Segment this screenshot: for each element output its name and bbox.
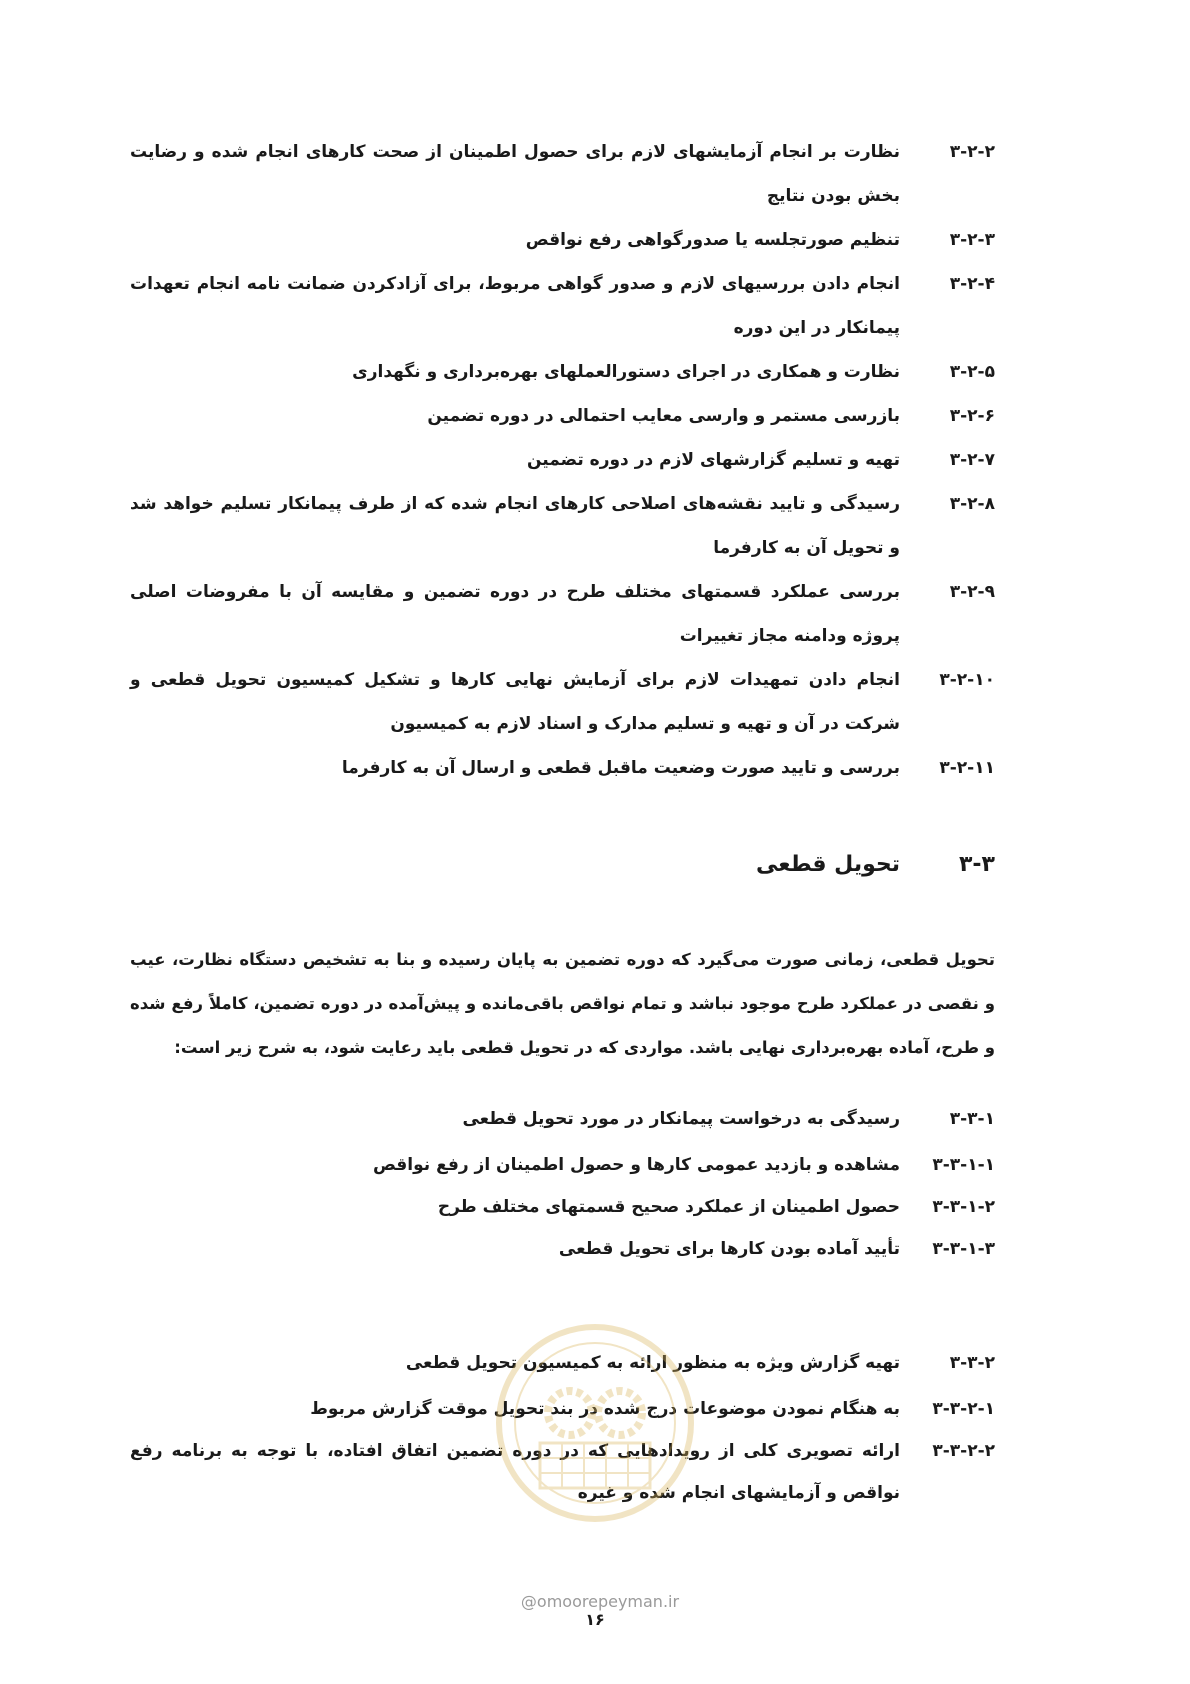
item-number: ۳-۲-۶ <box>949 406 995 426</box>
item-text: تهیه گزارش ویژه به منظور ارائه به کمیسیون تحویل قطعی <box>405 1353 900 1373</box>
item-number: ۳-۲-۵ <box>949 362 995 382</box>
list-item <box>130 218 995 262</box>
item-number: ۳-۲-۱۱ <box>939 758 995 778</box>
item-text: انجام دادن بررسیهای لازم و صدور گواهی مربوط، برای آزادکردن ضمانت نامه انجام تعهدات پیمانکار در این دوره <box>130 274 900 338</box>
list-item <box>130 1144 995 1186</box>
item-number: ۳-۲-۳ <box>949 230 995 250</box>
item-text: بررسی و تایید صورت وضعیت ماقبل قطعی و ارسال آن به کارفرما <box>341 758 900 778</box>
list-item <box>130 746 995 790</box>
list-item <box>130 570 995 658</box>
item-text: نظارت و همکاری در اجرای دستورالعملهای بهره‌برداری و نگهداری <box>352 362 900 382</box>
list-item <box>130 482 995 570</box>
item-text: ارائه تصویری کلی از رویدادهایی که در دوره تضمین اتفاق افتاده، با توجه به برنامه رفع نواقص و آزمایشهای انجام شده و غیره <box>130 1441 900 1503</box>
item-number: ۳-۳-۱-۲ <box>932 1197 995 1217</box>
section-heading <box>756 852 995 877</box>
subsection-heading <box>130 1098 995 1140</box>
item-number: ۳-۲-۱۰ <box>939 670 995 690</box>
section-title: تحویل قطعی <box>756 852 900 877</box>
list-item <box>130 130 995 218</box>
section-number: ۳-۳ <box>959 852 995 877</box>
item-text: نظارت بر انجام آزمایشهای لازم برای حصول اطمینان از صحت کارهای انجام شده و رضایت بخش بودن نتایج <box>130 142 900 206</box>
item-text: حصول اطمینان از عملکرد صحیح قسمتهای مختلف طرح <box>437 1197 900 1217</box>
item-text: بررسی عملکرد قسمتهای مختلف طرح در دوره تضمین و مقایسه آن با مفروضات اصلی پروژه ودامنه مجاز تغییرات <box>130 582 900 646</box>
supervision-list <box>130 130 995 790</box>
item-number: ۳-۳-۲ <box>949 1353 995 1373</box>
list-item <box>130 350 995 394</box>
list-item <box>130 394 995 438</box>
list-item <box>130 438 995 482</box>
list-item <box>130 262 995 350</box>
item-number: ۳-۲-۹ <box>949 582 995 602</box>
item-text: تأیید آماده بودن کارها برای تحویل قطعی <box>558 1239 900 1259</box>
list-item <box>130 658 995 746</box>
item-text: بازرسی مستمر و وارسی معایب احتمالی در دوره تضمین <box>427 406 900 426</box>
item-text: انجام دادن تمهیدات لازم برای آزمایش نهایی کارها و تشکیل کمیسیون تحویل قطعی و شرکت در آن و تهیه و تسلیم مدارک و اسناد لازم به کمیسیون <box>130 670 900 734</box>
item-number: ۳-۳-۱ <box>949 1109 995 1129</box>
final-delivery-review-list <box>130 1098 995 1270</box>
item-text: مشاهده و بازدید عمومی کارها و حصول اطمینان از رفع نواقص <box>372 1155 900 1175</box>
item-number: ۳-۳-۱-۱ <box>932 1155 995 1175</box>
list-item <box>130 1186 995 1228</box>
item-text: به هنگام نمودن موضوعات درج شده در بند تحویل موقت گزارش مربوط <box>310 1399 900 1419</box>
watermark-logo <box>490 1318 700 1528</box>
item-number: ۳-۳-۱-۳ <box>932 1239 995 1259</box>
item-number: ۳-۳-۲-۱ <box>932 1399 995 1419</box>
item-text: تهیه و تسلیم گزارشهای لازم در دوره تضمین <box>526 450 900 470</box>
body-paragraph: تحویل قطعی، زمانی صورت می‌گیرد که دوره تضمین به پایان رسیده و بنا به تشخیص دستگاه نظارت، عیب و نقصی در عملکرد طرح موجود نباشد و تمام نواقص باقی‌مانده و پیش‌آمده در دوره تضمین، کاملاً رفع شده و طرح، آماده بهره‌برداری نهایی باشد. مواردی که در تحویل قطعی باید رعایت شود، به شرح زیر است: <box>130 950 995 1057</box>
list-item <box>130 1228 995 1270</box>
item-number: ۳-۲-۸ <box>949 494 995 514</box>
watermark-url: @omoorepeyman.ir <box>520 1592 680 1611</box>
item-number: ۳-۲-۷ <box>949 450 995 470</box>
item-number: ۳-۳-۲-۲ <box>932 1441 995 1461</box>
item-text: رسیدگی و تایید نقشه‌های اصلاحی کارهای انجام شده که از طرف پیمانکار تسلیم خواهد شد و تحویل آن به کارفرما <box>130 494 900 558</box>
page-number: ۱۶ <box>585 1610 605 1629</box>
item-text: تنظیم صورتجلسه یا صدورگواهی رفع نواقص <box>525 230 900 250</box>
item-text: رسیدگی به درخواست پیمانکار در مورد تحویل قطعی <box>462 1109 900 1129</box>
item-number: ۳-۲-۲ <box>949 142 995 162</box>
item-number: ۳-۲-۴ <box>949 274 995 294</box>
